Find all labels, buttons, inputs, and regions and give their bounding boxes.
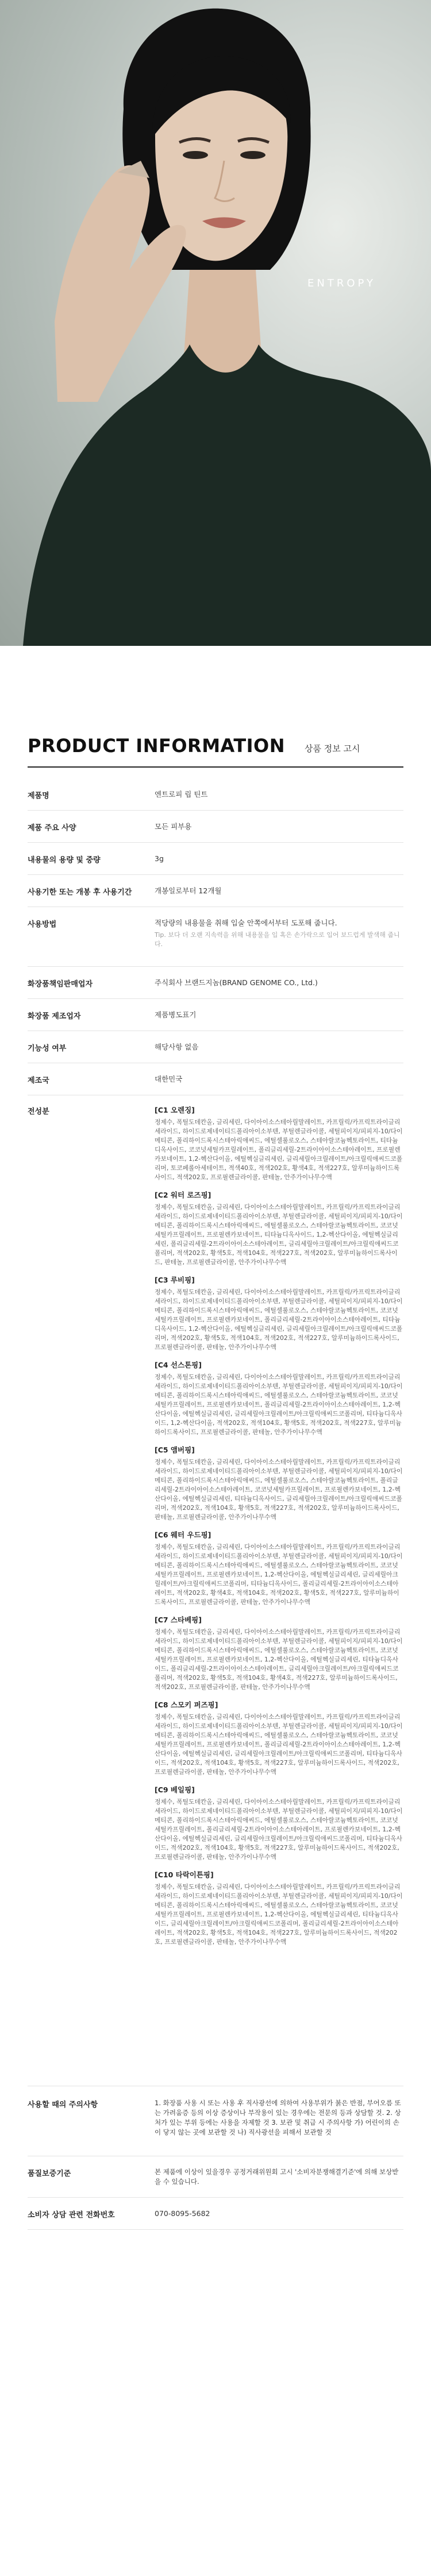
row-label: 제품 주요 사양: [28, 824, 76, 832]
shade-title: [C7 스타베핑]: [155, 1616, 202, 1624]
row-value: 제품병도표기: [155, 1010, 197, 1019]
shade-title: [C10 타락이튼핑]: [155, 1870, 214, 1879]
shade-title: [C1 오렌징]: [155, 1106, 195, 1114]
shade-ingredients: 정제수, 폭틸도데칸올, 글리세린, 다이아이소스테아릴말레이트, 카프릴릭/카프릭트라이글리세라이드, 하이드로제네이티드폴리아이소부텐, 부틸렌글라이콜, 세틸피이지/피피지-10/다이메티콘, 폴리하이드록시스테아릭애씨드, 에틸셀룰로오스, 스테아랄코늄헥토라이트, 코코넛세틸카프릴레이트, 프로필렌카보네이트, 1,2-헥산다이올, 에틸헥실글리세린, 티타늄디옥사이드, 글리세릴아크릴레이트/아크릴릭애씨드코폴리머, 폴리글리세릴-2트라이아이소스테아레이트, 적색202호, 황색5호, 적색104호, 적색227호, 알루미늄하이드록사이드, 적색202호, 프로필렌글라이콜, 판테놀, 안주가이나무수액: [155, 1883, 403, 1946]
row-label: 화장품 제조업자: [28, 1012, 81, 1021]
row-value: 본 제품에 이상이 있을경우 공정거래위원회 고시 '소비자분쟁해결기준'에 의해 보상받을 수 있습니다.: [155, 2168, 399, 2186]
row-label: 화장품책임판매업자: [28, 980, 93, 989]
section-subtitle: 상품 정보 고시: [305, 743, 360, 754]
row-label: 제품명: [28, 792, 49, 800]
row-label: 제조국: [28, 1076, 49, 1085]
row-label: 사용기한 또는 개봉 후 사용기간: [28, 888, 132, 897]
shade-title: [C8 스모키 퍼즈핑]: [155, 1700, 218, 1709]
brand-watermark: ENTROPY: [307, 277, 376, 289]
ingredient-block: [155, 1700, 403, 1777]
row-value: 엔트로피 립 틴트: [155, 790, 208, 799]
row-label: 내용물의 용량 및 중량: [28, 856, 101, 865]
hero-portrait-illustration: [0, 0, 431, 646]
shade-ingredients: 정제수, 폭틸도데칸올, 글리세린, 다이아이소스테아릴말레이트, 카프릴릭/카프릭트라이글리세라이드, 하이드로제네이티드폴리아이소부텐, 부틸렌글라이콜, 세틸피이지/피피지-10/다이메티콘, 폴리하이드록시스테아릭애씨드, 에틸셀룰로오스, 스테아랄코늄헥토라이트, 코코넛세틸카프릴레이트, 프로필렌카보네이트, 1,2-헥산다이올, 에틸헥실글리세린, 티타늄디옥사이드, 폴리글리세릴-2트라이아이소스테아레이트, 글리세릴아크릴레이트/아크릴릭애씨드코폴리머, 적색202호, 황색5호, 적색104호, 황색4호, 적색227호, 알루미늄하이드록사이드, 적색202호, 프로필렌글라이콜, 판테놀, 안주가이나무수액: [155, 1628, 403, 1691]
row-divider: [28, 810, 403, 811]
shade-title: [C9 베일핑]: [155, 1785, 195, 1794]
row-value: 주식회사 브랜드지놈(BRAND GENOME CO., Ltd.): [155, 978, 318, 987]
info-header: [28, 735, 403, 758]
row-divider: [28, 966, 403, 967]
left-eye-shape: [183, 151, 208, 159]
shade-title: [C6 웨터 우드핑]: [155, 1531, 211, 1539]
header-divider: [28, 766, 403, 768]
row-value: 개봉일로부터 12개월: [155, 886, 222, 895]
phone-number[interactable]: 070-8095-5682: [155, 2209, 210, 2218]
shade-title: [C4 선스톤핑]: [155, 1361, 202, 1369]
row-divider: [28, 874, 403, 875]
ingredient-block: [155, 1105, 403, 1182]
shade-ingredients: 정제수, 폭틸도데칸올, 글리세린, 다이아이소스테아릴말레이트, 카프릴릭/카프릭트라이글리세라이드, 하이드로제네이티드폴리아이소부텐, 부틸렌글라이콜, 세틸피이지/피피지-10/다이메티콘, 폴리하이드록시스테아릭애씨드, 에틸셀룰로오스, 스테아랄코늄헥토라이트, 코코넛세틸카프릴레이트, 프로필렌카보네이트, 1,2-헥산다이올, 에틸헥실글리세린, 글리세릴아크릴레이트/아크릴릭애씨드코폴리머, 티타늄디옥사이드, 폴리글리세릴-2트라이아이소스테아레이트, 적색202호, 황색4호, 적색104호, 적색202호, 황색5호, 적색227호, 알루미늄하이드록사이드, 프로필렌글라이콜, 판테놀, 안주가이나무수액: [155, 1543, 403, 1606]
ingredients-list: [155, 1105, 403, 1955]
shade-ingredients: 정제수, 폭틸도데칸올, 글리세린, 다이아이소스테아릴말레이트, 카프릴릭/카프릭트라이글리세라이드, 하이드로제네이티드폴리아이소부텐, 부틸렌글라이콜, 세틸피이지/피피지-10/다이메티콘, 폴리하이드록시스테아릭애씨드, 에틸셀룰로오스, 스테아랄코늄헥토라이트, 코코넛세틸카프릴레이트, 프로필렌카보네이트, 폴리글리세릴-2트라이아이소스테아레이트, 티타늄디옥사이드, 1,2-헥산다이올, 에틸헥실글리세린, 글리세릴아크릴레이트/아크릴릭애씨드코폴리머, 적색202호, 황색5호, 적색104호, 적색202호, 적색227호, 알루미늄하이드록사이드, 프로필렌글라이콜, 판테놀, 안주가이나무수액: [155, 1288, 403, 1351]
ingredient-block: [155, 1785, 403, 1862]
ingredient-block: [155, 1445, 403, 1522]
shade-ingredients: 정제수, 폭틸도데칸올, 글리세린, 다이아이소스테아릴말레이트, 카프릴릭/카프릭트라이글리세라이드, 하이드로제네이티드폴리아이소부텐, 부틸렌글라이콜, 세틸피이지/피피지-10/다이메티콘, 폴리하이드록시스테아릭애씨드, 에틸셀룰로오스, 스테아랄코늄헥토라이트, 코코넛세틸카프릴레이트, 프로필렌카보네이트, 폴리글리세릴-2트라이아이소스테아레이트, 1,2-헥산다이올, 에틸헥실글리세린, 글리세릴아크릴레이트/아크릴릭애씨드코폴리머, 티타늄디옥사이드, 적색202호, 적색104호, 황색5호, 적색227호, 알루미늄하이드록사이드, 적색202호, 프로필렌글라이콜, 판테놀, 안주가이나무수액: [155, 1713, 403, 1776]
row-value: 대한민국: [155, 1075, 183, 1083]
right-eye-shape: [240, 151, 265, 159]
shade-ingredients: 정제수, 폭틸도데칸올, 글리세린, 다이아이소스테아릴말레이트, 카프릴릭/카프릭트라이글리세라이드, 하이드로제네이티드폴리아이소부텐, 부틸렌글라이콜, 세틸피이지/피피지-10/다이메티콘, 폴리하이드록시스테아릭애씨드, 에틸셀룰로오스, 스테아랄코늄헥토라이트, 코코넛세틸카프릴레이트, 프로필렌카보네이트, 티타늄디옥사이드, 1,2-헥산다이올, 에틸헥실글리세린, 폴리글리세릴-2트라이아이소스테아레이트, 글리세릴아크릴레이트/아크릴릭애씨드코폴리머, 적색202호, 황색5호, 적색104호, 적색227호, 적색202호, 알루미늄하이드록사이드, 판테놀, 프로필렌글라이콜, 안주가이나무수액: [155, 1203, 403, 1266]
row-value: 1. 화장품 사용 시 또는 사용 후 직사광선에 의하여 사용부위가 붉은 반점, 부어오름 또는 가려움증 등의 이상 증상이나 부작용이 있는 경우에는 전문의 등과 상담할 것. 2. 상처가 있는 부위 등에는 사용을 자제할 것 3. 보관 및 취급 시 주의사항 가) 어린이의 손이 닿지 않는 곳에 보관할 것 나) 직사광선을 피해서 보관할 것: [155, 2099, 401, 2136]
row-label: 사용할 때의 주의사항: [28, 2101, 98, 2109]
row-divider: [28, 842, 403, 843]
usage-text: 적당량의 내용물을 취해 입술 안쪽에서부터 도포해 줍니다.: [155, 919, 337, 927]
ingredient-block: [155, 1870, 403, 1947]
shade-ingredients: 정제수, 폭틸도데칸올, 글리세린, 다이아이소스테아릴말레이트, 카프릴릭/카프릭트라이글리세라이드, 하이드로제네이티드폴리아이소부텐, 부틸렌글라이콜, 세틸피이지/피피지-10/다이메티콘, 폴리하이드록시스테아릭애씨드, 에틸셀룰로오스, 스테아랄코늄헥토라이트, 코코넛세틸카프릴레이트, 폴리글리세릴-2트라이아이소스테아레이트, 프로필렌카보네이트, 1,2-헥산다이올, 에틸헥실글리세린, 글리세릴아크릴레이트/아크릴릭애씨드코폴리머, 티타늄디옥사이드, 적색202호, 적색104호, 황색5호, 적색227호, 알루미늄하이드록사이드, 적색202호, 프로필렌글라이콜, 판테놀, 안주가이나무수액: [155, 1798, 403, 1861]
usage-tip: Tip. 보다 더 오랜 지속력을 위해 내용물을 입 혹은 손가락으로 입어 보드럽게 발색해 줍니다.: [155, 931, 400, 948]
row-label: 기능성 여부: [28, 1044, 67, 1053]
row-divider: [28, 2197, 403, 2198]
row-label: 전성분: [28, 1107, 49, 1116]
row-divider: [28, 998, 403, 999]
shade-ingredients: 정제수, 폭틸도데칸올, 글리세린, 다이아이소스테아릴말레이트, 카프릴릭/카프릭트라이글리세라이드, 하이드로제네이티드폴리아이소부텐, 부틸렌글라이콜, 세틸피이지/피피지-10/다이메티콘, 폴리하이드록시스테아릭애씨드, 에틸셀룰로오스, 스테아랄코늄헥토라이트, 코코넛세틸카프릴레이트, 프로필렌카보네이트, 폴리글리세릴-2트라이아이소스테아레이트, 1,2-헥산다이올, 에틸헥실글리세린, 글리세릴아크릴레이트/아크릴릭애씨드코폴리머, 티타늄디옥사이드, 1,2-헥산다이올, 적색202호, 적색104호, 황색5호, 적색202호, 적색227호, 알루미늄하이드록사이드, 프로필렌글라이콜, 판테놀, 안주가이나무수액: [155, 1373, 403, 1436]
shade-title: [C2 워터 로즈핑]: [155, 1191, 211, 1199]
row-label: 소비자 상담 관련 전화번호: [28, 2211, 115, 2219]
shade-title: [C3 루비핑]: [155, 1276, 195, 1284]
ingredient-block: [155, 1360, 403, 1437]
ingredient-block: [155, 1615, 403, 1692]
shade-ingredients: 정제수, 폭틸도데칸올, 글리세린, 다이아이소스테아릴말레이트, 카프릴릭/카프릭트라이글리세라이드, 하이드로제네이티드폴리아이소부텐, 부틸렌글라이콜, 세틸피이지/피피지-10/다이메티콘, 폴리하이드록시스테아릭애씨드, 에틸셀룰로오스, 스테아랄코늄헥토라이트, 폴리글리세릴-2트라이아이소스테아레이트, 코코넛세틸카프릴레이트, 프로필렌카보네이트, 1,2-헥산다이올, 에틸헥실글리세린, 티타늄디옥사이드, 글리세릴아크릴레이트/아크릴릭애씨드코폴리머, 적색202호, 적색104호, 황색5호, 적색227호, 적색202호, 알루미늄하이드록사이드, 판테놀, 프로필렌글라이콜, 안주가이나무수액: [155, 1458, 403, 1521]
shade-ingredients: 정제수, 폭틸도데칸올, 글리세린, 다이아이소스테아릴말레이트, 카프릴릭/카프릭트라이글리세라이드, 하이드로제네이티드폴리아이소부텐, 부틸렌글라이콜, 세틸피이지/피피지-10/다이메티콘, 폴리하이드록시스테아릭애씨드, 에틸셀룰로오스, 스테아랄코늄헥토라이트, 티타늄디옥사이드, 코코넛세틸카프릴레이트, 폴리글리세릴-2트라이아이소스테아레이트, 프로필렌카보네이트, 1,2-헥산다이올, 에틸헥실글리세린, 글리세릴아크릴레이트/아크릴릭애씨드코폴리머, 토코페롤아세테이트, 적색40호, 적색202호, 황색4호, 적색227호, 알루미늄하이드록사이드, 적색202호, 프로필렌글라이콜, 판테놀, 안주가이나무수액: [155, 1118, 403, 1181]
info-row-ingredients: [28, 1105, 403, 2576]
row-value: 3g: [155, 854, 164, 863]
row-value: [155, 918, 403, 949]
row-divider: [28, 2229, 403, 2230]
row-label: 사용방법: [28, 920, 57, 929]
ingredient-block: [155, 1530, 403, 1607]
row-value: 해당사항 없음: [155, 1043, 199, 1051]
shade-title: [C5 앰버핑]: [155, 1446, 195, 1454]
hero-photo: [0, 0, 431, 646]
neck-shape: [184, 270, 261, 356]
row-value: 모든 피부용: [155, 822, 192, 831]
section-title: PRODUCT INFORMATION: [28, 735, 286, 757]
ingredient-block: [155, 1275, 403, 1352]
ingredient-block: [155, 1190, 403, 1267]
row-label: 품질보증기준: [28, 2170, 71, 2178]
